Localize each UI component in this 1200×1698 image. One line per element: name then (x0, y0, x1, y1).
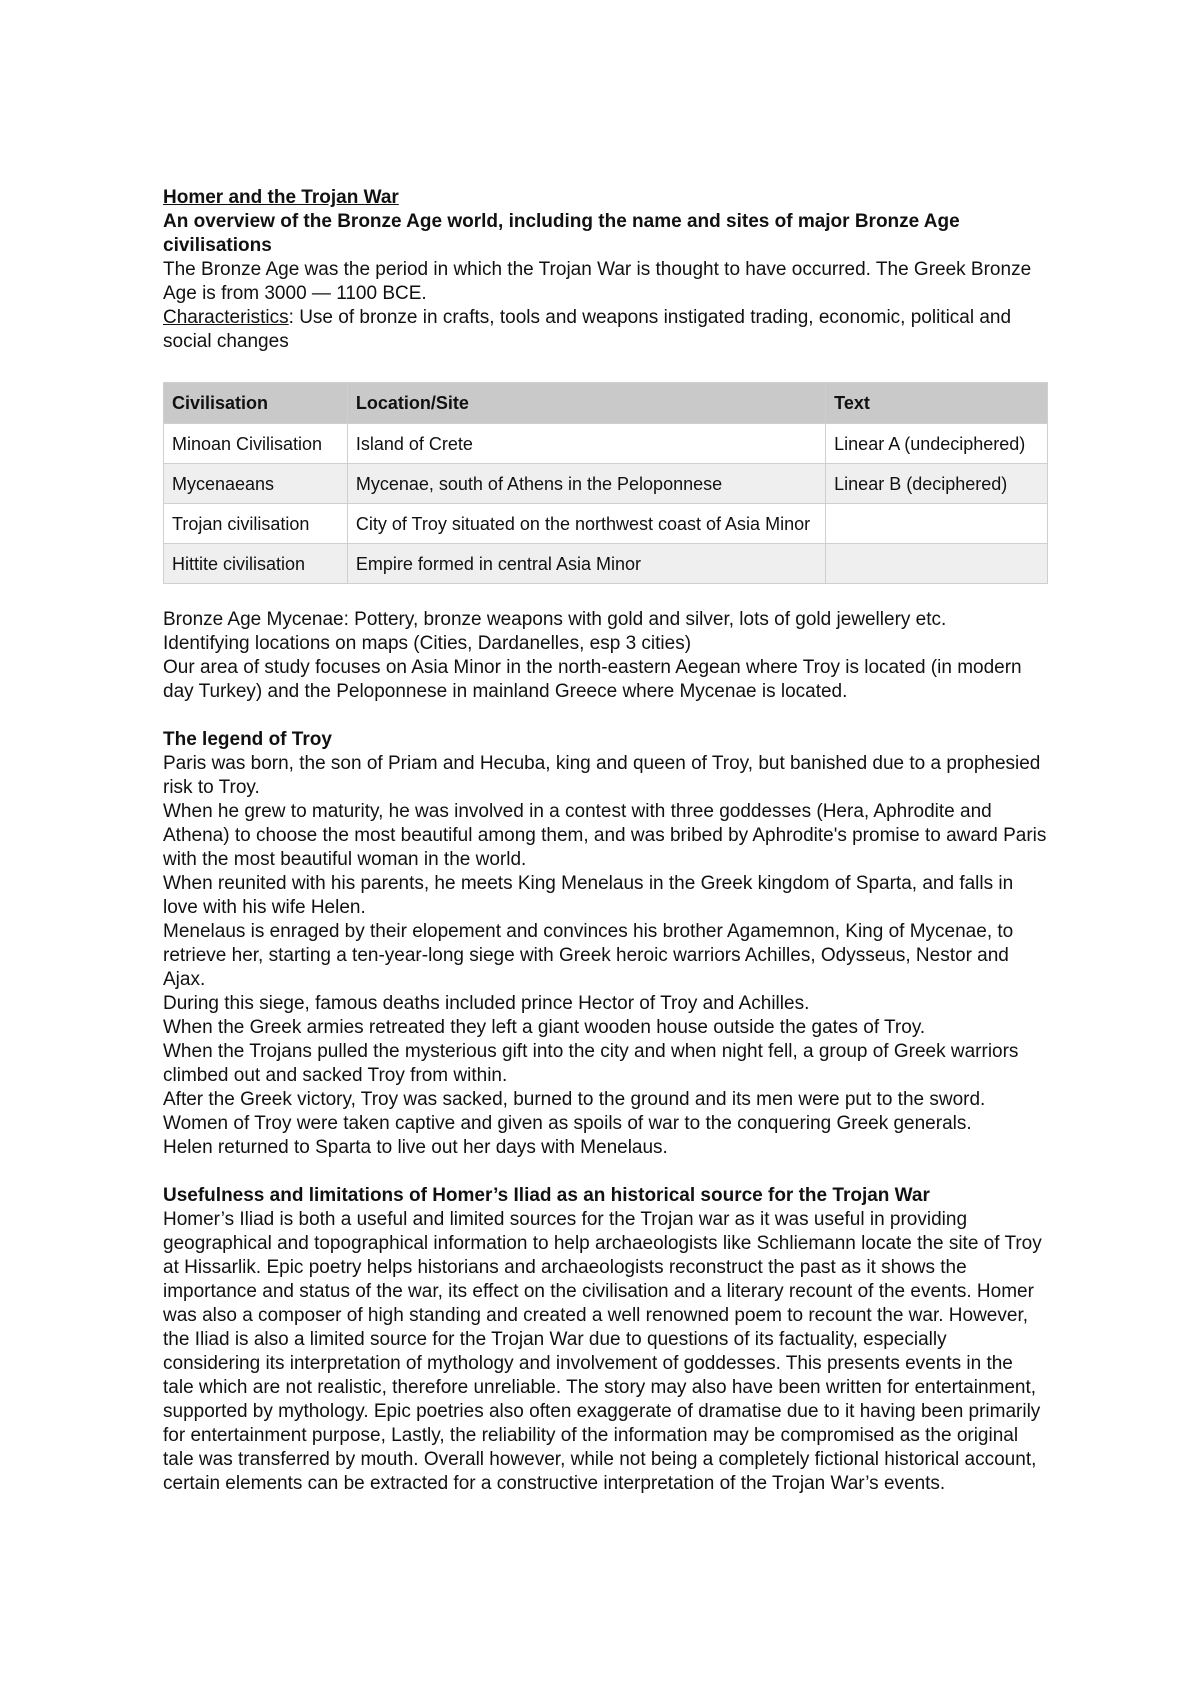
table-header-cell: Civilisation (164, 383, 348, 424)
legend-paragraph: When reunited with his parents, he meets King Menelaus in the Greek kingdom of Sparta, and falls in love with his wife Helen. (163, 873, 1014, 918)
usefulness-heading: Usefulness and limitations of Homer’s Iliad as an historical source for the Trojan War (163, 1185, 930, 1206)
legend-heading: The legend of Troy (163, 729, 332, 750)
legend-paragraph: Helen returned to Sparta to live out her days with Menelaus. (163, 1137, 668, 1158)
table-cell: Linear B (deciphered) (826, 464, 1048, 504)
table-row (164, 464, 1048, 504)
maps-paragraph: Identifying locations on maps (Cities, Dardanelles, esp 3 cities) (163, 633, 692, 654)
usefulness-paragraph: Homer’s Iliad is both a useful and limited sources for the Trojan war as it was useful in providing geographical and topographical information to help archaeologists like Schliemann locate the site of Troy at Hissarlik. Epic poetry helps historians and archaeologists reconstruct the past as it shows the importance and status of the war, its effect on the civilisation and a literary recount of the events. Homer was also a composer of high standing and created a well renowned poem to recount the war. However, the Iliad is also a limited source for the Trojan War due to questions of its factuality, especially considering its interpretation of mythology and involvement of goddesses. This presents events in the tale which are not realistic, therefore unreliable. The story may also have been written for entertainment, supported by mythology. Epic poetries also often exaggerate of dramatise due to it having been primarily for entertainment purpose, Lastly, the reliability of the information may be compromised as the original tale was transferred by mouth. Overall however, while not being a completely fictional historical account, certain elements can be extracted for a constructive interpretation of the Trojan War’s events. (163, 1209, 1042, 1494)
mycenae-paragraph: Bronze Age Mycenae: Pottery, bronze weapons with gold and silver, lots of gold jewellery etc. (163, 609, 947, 630)
table-row (164, 544, 1048, 584)
table-header-row (164, 383, 1048, 424)
table-cell (826, 504, 1048, 544)
table-cell: City of Troy situated on the northwest coast of Asia Minor (347, 504, 825, 544)
table-row (164, 504, 1048, 544)
table-row (164, 424, 1048, 464)
table-cell: Island of Crete (347, 424, 825, 464)
civilisations-table (163, 382, 1048, 584)
document-title: Homer and the Trojan War (163, 187, 399, 208)
table-cell: Minoan Civilisation (164, 424, 348, 464)
table-cell: Mycenaeans (164, 464, 348, 504)
legend-paragraph: When he grew to maturity, he was involved in a contest with three goddesses (Hera, Aphrodite and Athena) to choose the most beautiful among them, and was bribed by Aphrodite's promise to award Paris with the most beautiful woman in the world. (163, 801, 1047, 870)
overview-heading: An overview of the Bronze Age world, including the name and sites of major Bronze Age civilisations (163, 211, 960, 256)
table-cell: Mycenae, south of Athens in the Peloponnese (347, 464, 825, 504)
characteristics-label: Characteristics (163, 307, 289, 328)
legend-paragraph: After the Greek victory, Troy was sacked, burned to the ground and its men were put to the sword. (163, 1089, 986, 1110)
legend-paragraph: During this siege, famous deaths included prince Hector of Troy and Achilles. (163, 993, 810, 1014)
characteristics-text: : Use of bronze in crafts, tools and weapons instigated trading, economic, political and social changes (163, 307, 1012, 352)
legend-paragraph: Menelaus is enraged by their elopement and convinces his brother Agamemnon, King of Mycenae, to retrieve her, starting a ten-year-long siege with Greek heroic warriors Achilles, Odysseus, Nestor and Ajax. (163, 921, 1014, 990)
table-header-cell: Text (826, 383, 1048, 424)
table-cell: Empire formed in central Asia Minor (347, 544, 825, 584)
overview-paragraph: The Bronze Age was the period in which the Trojan War is thought to have occurred. The Greek Bronze Age is from 3000 — 1100 BCE. (163, 259, 1032, 304)
legend-paragraph: When the Trojans pulled the mysterious gift into the city and when night fell, a group of Greek warriors climbed out and sacked Troy from within. (163, 1041, 1019, 1086)
table-cell: Trojan civilisation (164, 504, 348, 544)
characteristics-paragraph (163, 306, 1048, 354)
table-cell: Hittite civilisation (164, 544, 348, 584)
table-cell (826, 544, 1048, 584)
study-area-paragraph: Our area of study focuses on Asia Minor in the north-eastern Aegean where Troy is located (in modern day Turkey) and the Peloponnese in mainland Greece where Mycenae is located. (163, 657, 1022, 702)
document-page (163, 186, 1048, 1496)
legend-paragraph: Women of Troy were taken captive and given as spoils of war to the conquering Greek generals. (163, 1113, 972, 1134)
table-cell: Linear A (undeciphered) (826, 424, 1048, 464)
legend-paragraph: When the Greek armies retreated they left a giant wooden house outside the gates of Troy. (163, 1017, 926, 1038)
table-header-cell: Location/Site (347, 383, 825, 424)
legend-paragraph: Paris was born, the son of Priam and Hecuba, king and queen of Troy, but banished due to a prophesied risk to Troy. (163, 753, 1041, 798)
